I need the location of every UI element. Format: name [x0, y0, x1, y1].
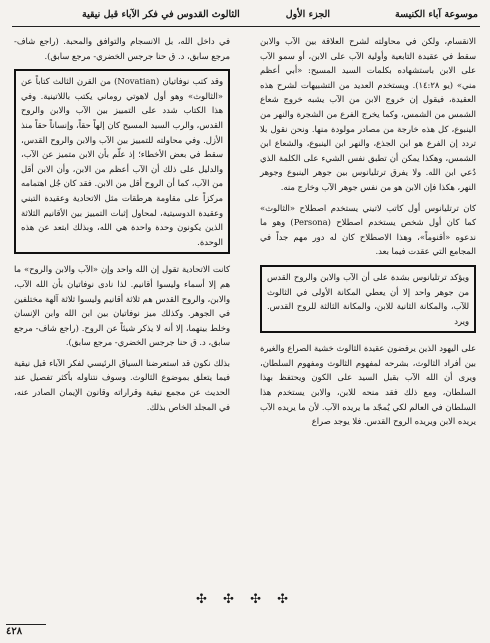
right-column [260, 34, 476, 435]
paragraph: في داخل الله، بل الانسجام والتوافق والمحبة. (راجع شاف- مرجع سابق، د. ق حنا جرجس الخضري- مرجع سابق). [14, 36, 230, 61]
highlight-box [14, 69, 230, 254]
header-chapter-title: الثالوث القدوس في فكر الآباء قبل نيقية [82, 9, 240, 20]
left-column [14, 34, 230, 420]
highlight-box [260, 265, 476, 333]
cross-ornament: ✣ ✣ ✣ ✣ [196, 592, 294, 607]
highlight-text: ويؤكد ترتليانوس بشدة على أن الآب والابن والروح القدس من جوهر واحد إلا أن يعطي المكانة الأولى في الثالوث للآب، والمكانة الثانية للابن، والمكانة الثالثة للروح القدس. ويرد [267, 271, 469, 326]
paragraph: كانت الاتحادية تقول إن الله واحد وإن «الآب والابن والروح» ما هم إلا أسماء وليسوا أقانيم. لذا نادى نوفاتيان بأن الله الآب، والابن، والروح القدس هم ثلاثة أقانيم وليسوا ثلاثة آلهة مختلفين في الجوهر. وكذلك ميز نوفاتيان بين ابن الله وابن الإنسان وخلط بينهما، إلا أنه لا يذكر شيئاً عن الروح. (راجع شاف- مرجع سابق، د. ق حنا جرجس الخضري- مرجع سابق). [14, 264, 230, 348]
highlight-text: وقد كتب نوفاتيان (Novatian) من القرن الثالث كتاباً عن «الثالوث» وهو أول لاهوتي روماني يكتب باللاتينية. وفي هذا الكتاب شدد على التمييز بين الآب والابن والروح القدس، والرب السيد المسيح كان إلهاً حقاً، وإنساناً حقاً منذ الأزل. وفي محاولته للتمييز بين الآب والابن والروح القدس، سقط في بعض الأخطاء؛ إذ علّم بأن الابن متميز عن الآب، والدليل على ذلك أن الآب أعظم من الابن، وأن الابن أقل من الآب، كما أن الروح أقل من الابن. فقد كان جُل اهتمامه مركزاً على مقاومة هرطقات مثل الاتحادية وعقيدة التبني وعقيدة الدوسيتية، لمحاول إثبات التمييز بين الأقانيم الثلاثة الذين يكونون وحدة واحدة هي الله، وبذلك ابتعد عن هذه الوحدة. [21, 76, 223, 247]
header-encyclopedia-title: موسوعة آباء الكنيسة [395, 9, 478, 20]
header-volume: الجزء الأول [285, 9, 330, 20]
paragraph: الانقسام، ولكن في محاولته لشرح العلاقة بين الآب والابن سقط في عقيدة التابعية وأولية الآب على الابن، أو سمو الآب على الابن باستشهاده بكلمات السيد المسيح: «أبي أعظم مني» (يو ١٤:٢٨). ويستخدم العديد من التشبيهات لشرح هذه العقيدة، فيقول إن خروج الابن من الآب يشبه خروج شعاع الشمس من الشمس، وكما يخرج الفرع من الشجرة والنهر من الينبوع، كل هذه خارجة من مصادر مولودة منها. ونحن نقول بلا تردد إن الفرع هو ابن الجذع، والنهر ابن الينبوع، والشعاع ابن الشمس، وهكذا يمكن أن تطبق نفس الشيء على الكلمة الذي دُعي ابن الله. ولا يفرق ترتليانوس بين جوهر الينبوع وجوهر النهر، هكذا فإن الابن هو من نفس جوهر الآب وخارج منه. [260, 36, 476, 192]
page-number: ٤٢٨ [6, 624, 46, 637]
running-header [12, 6, 480, 27]
paragraph: على اليهود الذين يرفضون عقيدة الثالوث خشية الصراع والغيرة بين أفراد الثالوث، بشرحه لمفهوم الثالوث ومفهوم السلطان، ويرى أن الله الآب بقبل السيد على الكون ويحتفظ بهذا السلطان، ومع ذلك فقد منحه للابن، والابن يستخدم هذا السلطان في العالم لكي يُمجّد ما يريده الآب. لأن ما يريده الآب يريده الابن ويريده الروح القدس. فلا يوجد صراع [260, 343, 476, 427]
paragraph: بذلك نكون قد استعرضنا السياق الرئيسي لفكر الآباء قبل نيقية فيما يتعلق بموضوع الثالوث. وسوف نتناوله بأكثر تفصيل عند الحديث عن مجمع نيقية وقراراته وقانون الإيمان الصادر عنه، في المجلد الخاص بذلك. [14, 357, 230, 412]
paragraph: كان ترتليانوس أول كاتب لاتيني يستخدم اصطلاح «الثالوث» كما كان أول شخص يستخدم اصطلاح (Persona) وهو ما ندعوه «أقنوماً»، وهذا الاصطلاح كان له دور مهم جداً في المجامع التي عقدت فيما بعد. [260, 202, 476, 257]
